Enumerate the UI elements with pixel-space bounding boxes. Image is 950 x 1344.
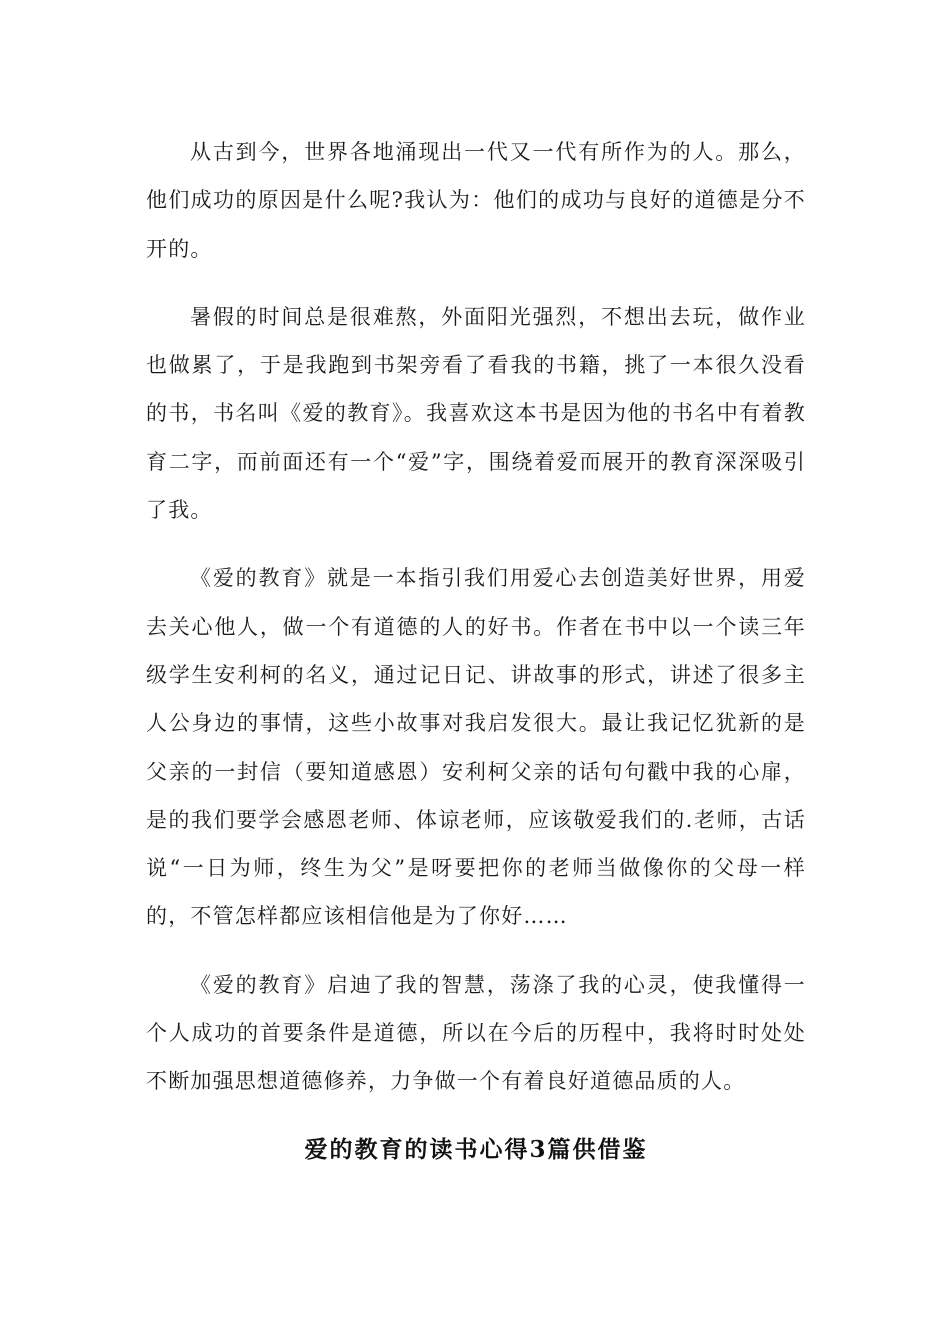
paragraph-2: 暑假的时间总是很难熬，外面阳光强烈，不想出去玩，做作业也做累了，于是我跑到书架旁看了看我的书籍，挑了一本很久没看的书，书名叫《爱的教育》。我喜欢这本书是因为他的书名中有着教育二字，而前面还有一个“爱”字，围绕着爱而展开的教育深深吸引了我。 [146, 304, 806, 523]
section-heading: 爱的教育的读书心得3篇供借鉴 [304, 1135, 648, 1163]
paragraph-4: 《爱的教育》启迪了我的智慧，荡涤了我的心灵，使我懂得一个人成功的首要条件是道德，所以在今后的历程中，我将时时处处不断加强思想道德修养，力争做一个有着良好道德品质的人。 [146, 972, 806, 1094]
paragraph-1: 从古到今，世界各地涌现出一代又一代有所作为的人。那么，他们成功的原因是什么呢?我认为：他们的成功与良好的道德是分不开的。 [146, 140, 806, 261]
paragraph-3: 《爱的教育》就是一本指引我们用爱心去创造美好世界，用爱去关心他人，做一个有道德的人的好书。作者在书中以一个读三年级学生安利柯的名义，通过记日记、讲故事的形式，讲述了很多主人公身边的事情，这些小故事对我启发很大。最让我记忆犹新的是父亲的一封信（要知道感恩）安利柯父亲的话句句戳中我的心扉，是的我们要学会感恩老师、体谅老师，应该敬爱我们的.老师，古话说“一日为师，终生为父”是呀要把你的老师当做像你的父母一样的，不管怎样都应该相信他是为了你好…… [146, 566, 806, 929]
document-body [146, 128, 806, 1174]
